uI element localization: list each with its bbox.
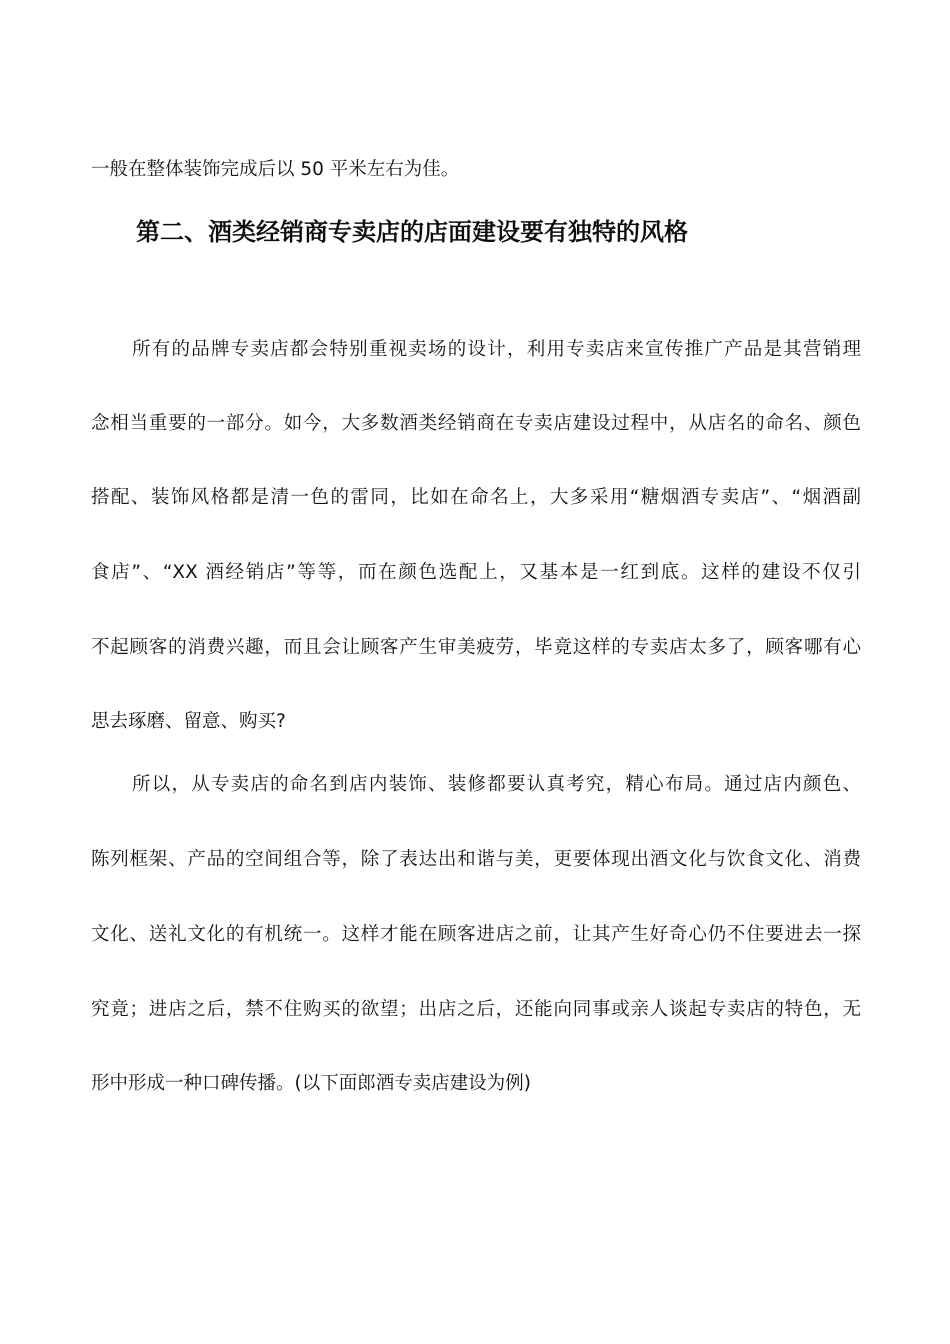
intro-line: 一般在整体装饰完成后以 50 平米左右为佳。: [91, 159, 460, 180]
section-heading: 第二、酒类经销商专卖店的店面建设要有独特的风格: [136, 218, 688, 246]
paragraph-2-line: 所以，从专卖店的命名到店内装饰、装修都要认真考究，精心布局。通过店内颜色、: [132, 774, 861, 795]
paragraph-1-line: 搭配、装饰风格都是清一色的雷同，比如在命名上，大多采用“糖烟酒专卖店”、“烟酒副: [91, 487, 861, 508]
paragraph-2-line: 究竟；进店之后，禁不住购买的欲望；出店之后，还能向同事或亲人谈起专卖店的特色，无: [91, 999, 861, 1020]
paragraph-2-line: 形中形成一种口碑传播。(以下面郎酒专卖店建设为例): [91, 1073, 531, 1094]
paragraph-1-line: 思去琢磨、留意、购买?: [91, 711, 286, 732]
paragraph-2-line: 陈列框架、产品的空间组合等，除了表达出和谐与美，更要体现出酒文化与饮食文化、消费: [91, 849, 861, 870]
paragraph-1-line: 不起顾客的消费兴趣，而且会让顾客产生审美疲劳，毕竟这样的专卖店太多了，顾客哪有心: [91, 637, 861, 658]
paragraph-1-line: 念相当重要的一部分。如今，大多数酒类经销商在专卖店建设过程中，从店名的命名、颜色: [91, 413, 861, 434]
paragraph-1-line: 所有的品牌专卖店都会特别重视卖场的设计，利用专卖店来宣传推广产品是其营销理: [132, 339, 861, 360]
paragraph-1-line: 食店”、“XX 酒经销店”等等，而在颜色选配上，又基本是一红到底。这样的建设不仅引: [91, 562, 861, 583]
paragraph-2-line: 文化、送礼文化的有机统一。这样才能在顾客进店之前，让其产生好奇心仍不住要进去一探: [91, 924, 861, 945]
